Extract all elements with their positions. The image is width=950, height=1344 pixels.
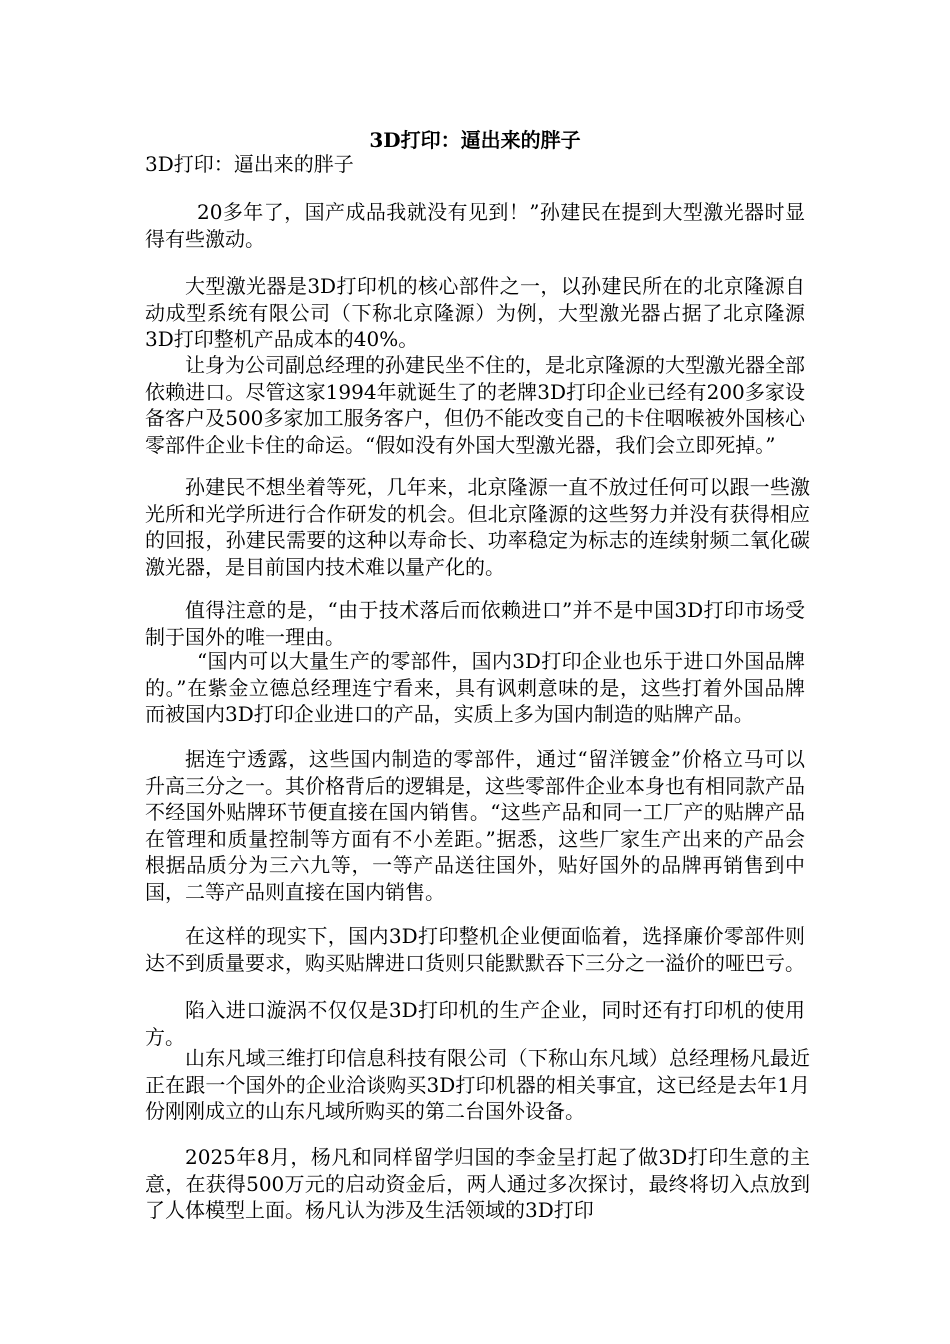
document-subtitle: 3D打印：逼出来的胖子: [145, 152, 354, 176]
document-title: 3D打印：逼出来的胖子: [369, 128, 581, 152]
paragraph: “国内可以大量生产的零部件，国内3D打印企业也乐于进口外国品牌的。”在紫金立德总经理连宁看来，具有讽刺意味的是，这些打着外国品牌而被国内3D打印企业进口的产品，实质上多为国内制造的贴牌产品。: [145, 649, 805, 726]
paragraph: 让身为公司副总经理的孙建民坐不住的，是北京隆源的大型激光器全部依赖进口。尽管这家1994年就诞生了的老牌3D打印企业已经有200多家设备客户及500多家加工服务客户，但仍不能改变自己的卡住咽喉被外国核心零部件企业卡住的命运。“假如没有外国大型激光器，我们会立即死掉。”: [145, 353, 805, 457]
paragraph: 20多年了，国产成品我就没有见到！”孙建民在提到大型激光器时显得有些激动。: [145, 200, 805, 251]
paragraph: 在这样的现实下，国内3D打印整机企业便面临着，选择廉价零部件则达不到质量要求，购买贴牌进口货则只能默默吞下三分之一溢价的哑巴亏。: [145, 924, 805, 975]
paragraph: 山东凡域三维打印信息科技有限公司（下称山东凡域）总经理杨凡最近正在跟一个国外的企业洽谈购买3D打印机器的相关事宜，这已经是去年1月份刚刚成立的山东凡域所购买的第二台国外设备。: [145, 1046, 810, 1123]
paragraph: 陷入进口漩涡不仅仅是3D打印机的生产企业，同时还有打印机的使用方。: [145, 998, 805, 1049]
paragraph: 大型激光器是3D打印机的核心部件之一，以孙建民所在的北京隆源自动成型系统有限公司（下称北京隆源）为例，大型激光器占据了北京隆源3D打印整机产品成本的40%。: [145, 274, 805, 351]
paragraph: 孙建民不想坐着等死，几年来，北京隆源一直不放过任何可以跟一些激光所和光学所进行合作研发的机会。但北京隆源的这些努力并没有获得相应的回报，孙建民需要的这种以寿命长、功率稳定为标志的连续射频二氧化碳激光器，是目前国内技术难以量产化的。: [145, 475, 810, 579]
paragraph: 值得注意的是，“由于技术落后而依赖进口”并不是中国3D打印市场受制于国外的唯一理由。: [145, 598, 805, 649]
paragraph: 2025年8月，杨凡和同样留学归国的李金呈打起了做3D打印生意的主意，在获得500万元的启动资金后，两人通过多次探讨，最终将切入点放到了人体模型上面。杨凡认为涉及生活领域的3D打印: [145, 1145, 810, 1222]
paragraph: 据连宁透露，这些国内制造的零部件，通过“留洋镀金”价格立马可以升高三分之一。其价格背后的逻辑是，这些零部件企业本身也有相同款产品不经国外贴牌环节便直接在国内销售。“这些产品和同一工厂产的贴牌产品在管理和质量控制等方面有不小差距。”据悉，这些厂家生产出来的产品会根据品质分为三六九等，一等产品送往国外，贴好国外的品牌再销售到中国，二等产品则直接在国内销售。: [145, 747, 805, 904]
